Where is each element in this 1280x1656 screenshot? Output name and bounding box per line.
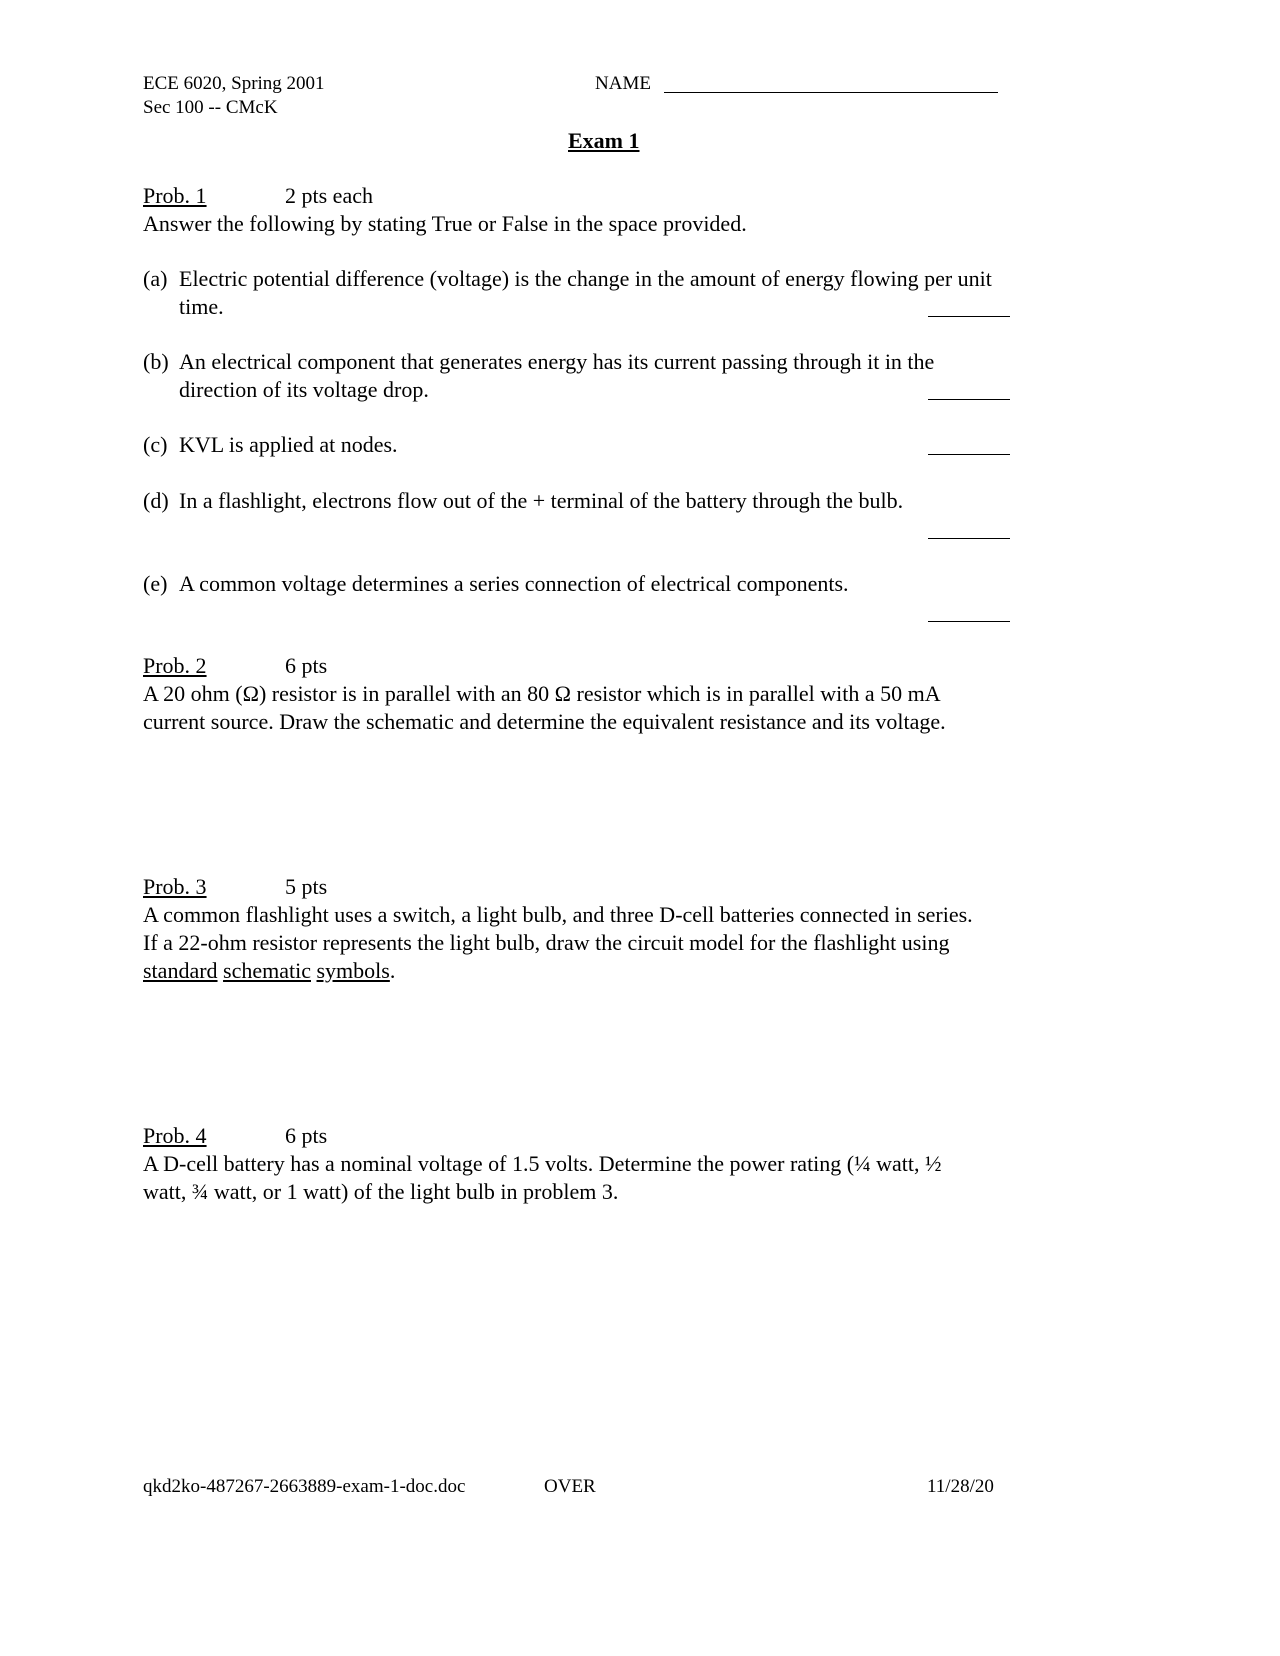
answer-blank-a[interactable] <box>928 316 1010 317</box>
item-e-text: A common voltage determines a series connection of electrical components. <box>179 571 849 596</box>
item-b-label: (b) <box>143 349 169 374</box>
prob3-points: 5 pts <box>285 874 328 899</box>
answer-blank-d[interactable] <box>928 538 1010 539</box>
section-info: Sec 100 -- CMcK <box>143 97 278 118</box>
prob2-text: current source. Draw the schematic and determine the equivalent resistance and its voltage. <box>143 709 946 734</box>
item-d-label: (d) <box>143 488 169 513</box>
footer-over: OVER <box>544 1476 596 1497</box>
prob4-text: A D-cell battery has a nominal voltage of 1.5 volts. Determine the power rating (¼ watt, ½ <box>143 1151 942 1176</box>
underlined-word: schematic <box>223 958 311 983</box>
exam-title: Exam 1 <box>568 128 640 153</box>
item-c-label: (c) <box>143 432 168 457</box>
item-c-text: KVL is applied at nodes. <box>179 432 398 457</box>
name-field-line[interactable] <box>664 92 998 93</box>
item-a-text: Electric potential difference (voltage) is the change in the amount of energy flowing per unit <box>179 266 992 291</box>
prob3-text: A common flashlight uses a switch, a light bulb, and three D-cell batteries connected in series. <box>143 902 973 927</box>
prob3-text <box>143 957 395 985</box>
underlined-word: standard <box>143 958 218 983</box>
prob3-label: Prob. 3 <box>143 874 207 899</box>
prob2-text: A 20 ohm (Ω) resistor is in parallel with an 80 Ω resistor which is in parallel with a 50 mA <box>143 681 941 706</box>
course-info: ECE 6020, Spring 2001 <box>143 73 325 94</box>
prob2-points: 6 pts <box>285 653 328 678</box>
prob1-points: 2 pts each <box>285 183 373 208</box>
item-a-text: time. <box>179 294 224 319</box>
footer-filename: qkd2ko-487267-2663889-exam-1-doc.doc <box>143 1476 466 1497</box>
prob4-text: watt, ¾ watt, or 1 watt) of the light bulb in problem 3. <box>143 1179 619 1204</box>
answer-blank-c[interactable] <box>928 454 1010 455</box>
prob4-points: 6 pts <box>285 1123 328 1148</box>
item-b-text: An electrical component that generates energy has its current passing through it in the <box>179 349 935 374</box>
period: . <box>389 958 396 983</box>
item-e-label: (e) <box>143 571 168 596</box>
answer-blank-e[interactable] <box>928 621 1010 622</box>
prob3-text: If a 22-ohm resistor represents the light bulb, draw the circuit model for the flashlight using <box>143 930 950 955</box>
name-label: NAME <box>595 73 651 94</box>
prob1-label: Prob. 1 <box>143 183 207 208</box>
prob1-instructions: Answer the following by stating True or False in the space provided. <box>143 211 747 236</box>
item-a-label: (a) <box>143 266 168 291</box>
underlined-word: symbols <box>316 958 390 983</box>
prob2-label: Prob. 2 <box>143 653 207 678</box>
item-b-text: direction of its voltage drop. <box>179 377 429 402</box>
footer-date: 11/28/20 <box>927 1476 994 1497</box>
item-d-text: In a flashlight, electrons flow out of the + terminal of the battery through the bulb. <box>179 488 904 513</box>
prob4-label: Prob. 4 <box>143 1123 207 1148</box>
answer-blank-b[interactable] <box>928 399 1010 400</box>
